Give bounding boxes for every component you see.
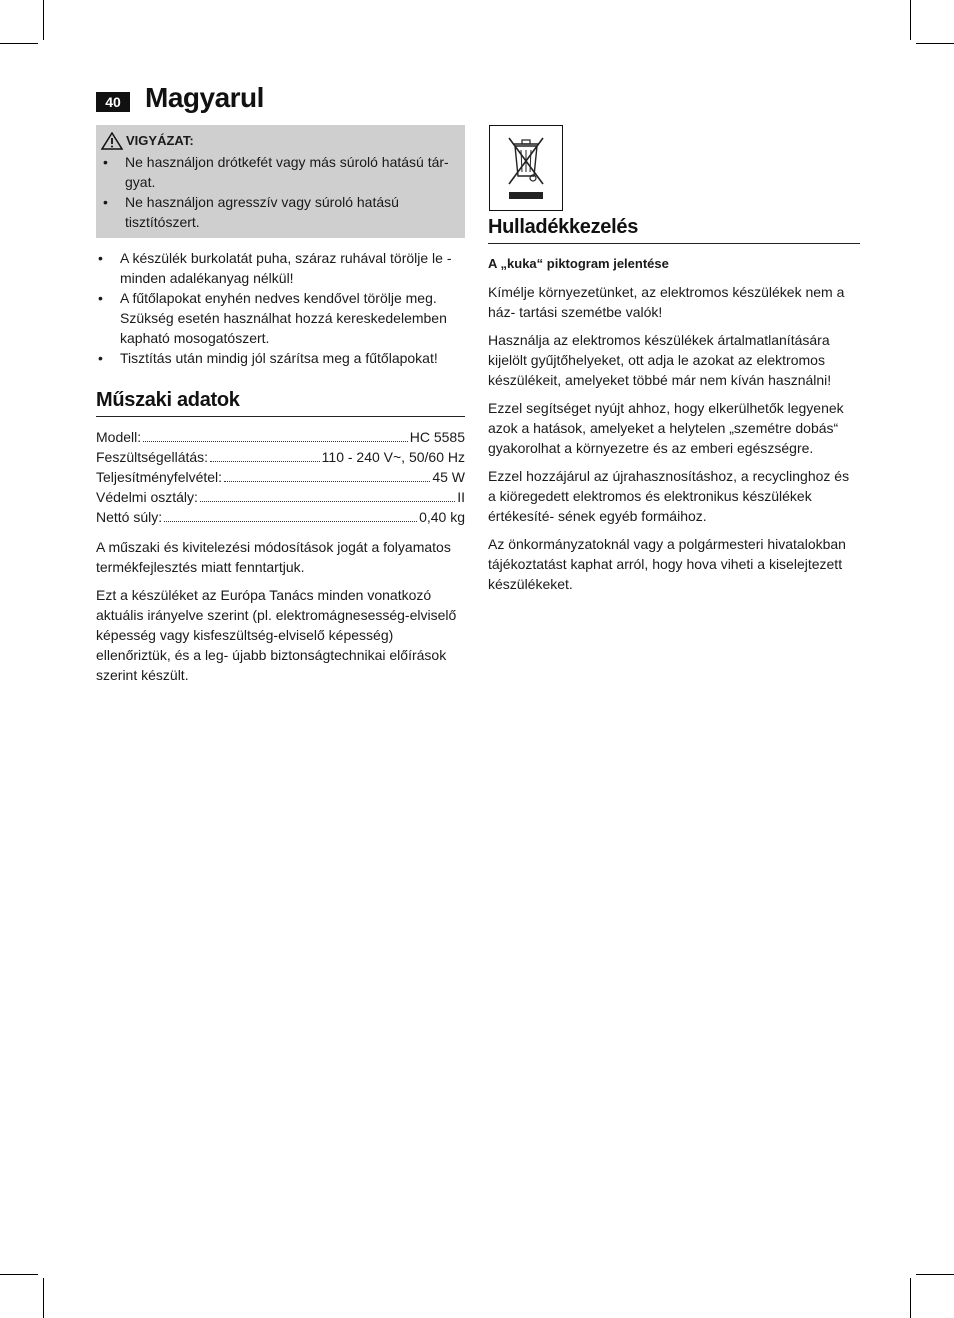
spec-row	[96, 487, 465, 507]
paragraph: Kímélje környezetünket, az elektromos készülékek nem a ház- tartási szemétbe valók!	[488, 284, 845, 320]
crossed-out-wheelie-bin-icon	[495, 130, 557, 206]
crop-mark	[910, 0, 911, 40]
specs-heading: Műszaki adatok	[96, 390, 465, 417]
warning-heading	[101, 131, 457, 151]
dot-leader	[224, 481, 430, 482]
waste-subheading: A „kuka“ piktogram jelentése	[488, 256, 669, 271]
spec-value: 0,40 kg	[419, 509, 465, 525]
spec-table	[96, 427, 465, 527]
dot-leader	[143, 441, 408, 442]
warning-item: • Ne használjon drótkefét vagy más súroló hatású tár- gyat.	[101, 152, 457, 192]
dot-leader	[200, 501, 455, 502]
paragraph: Ezzel hozzájárul az újrahasznosításhoz, a recyclinghoz és a kiöregedett elektromos és elektronikus készülékek értékesíté- sének egyéb formáihoz.	[488, 468, 850, 524]
warning-box	[96, 125, 465, 238]
spec-label: Védelmi osztály:	[96, 489, 198, 505]
waste-icon-box	[489, 125, 563, 211]
cleaning-item: • Tisztítás után mindig jól szárítsa meg a fűtőlapokat!	[96, 348, 465, 368]
left-column	[96, 125, 465, 685]
paragraph: Ezt a készüléket az Európa Tanács minden vonatkozó aktuális irányelve szerint (pl. elektromágnesesség-elviselő képesség vagy kisfeszültség-elviselő képesség) ellenőriztük, és a leg- újabb biztonságtechnikai előírások szerint készült.	[96, 587, 457, 683]
paragraph: Használja az elektromos készülékek ártalmatlanítására kijelölt gyűjtőhelyeket, ott adja le azokat az elektromos készülékeit, amelyeket többé már nem kíván használni!	[488, 332, 832, 388]
cleaning-item: • A készülék burkolatát puha, száraz ruhával törölje le - minden adalékanyag nélkül!	[96, 248, 465, 288]
spec-value: 45 W	[432, 469, 465, 485]
spec-label: Teljesítményfelvétel:	[96, 469, 223, 485]
cleaning-list	[96, 248, 465, 368]
crop-mark	[43, 1278, 44, 1318]
paragraph: Az önkormányzatoknál vagy a polgármesteri hivatalokban tájékoztatást kaphat arról, hogy hova viheti a kiselejtezett készülékeket.	[488, 536, 846, 592]
warning-label: VIGYÁZAT:	[126, 133, 194, 148]
crop-mark	[916, 1274, 954, 1275]
page-title: Magyarul	[145, 82, 264, 113]
crop-mark	[0, 1274, 38, 1275]
crop-mark	[43, 0, 44, 40]
crop-mark	[910, 1278, 911, 1318]
spec-value: HC 5585	[409, 429, 465, 445]
right-column	[488, 125, 860, 594]
warning-list	[101, 152, 457, 232]
dot-leader	[210, 461, 320, 462]
spec-value: II	[457, 489, 465, 505]
spec-label: Feszültségellátás:	[96, 449, 209, 465]
paragraph: Ezzel segítséget nyújt ahhoz, hogy elkerülhetők legyenek azok a hatások, amelyeket a helytelen „szemétre dobás“ gyakorolhat a környezetre és az emberi egészségre.	[488, 400, 844, 456]
cleaning-item: • A fűtőlapokat enyhén nedves kendővel törölje meg. Szükség esetén használhat hozzá kereskedelemben kapható mosogatószert.	[96, 288, 465, 348]
crop-mark	[916, 43, 954, 44]
spec-row	[96, 507, 465, 527]
spec-value: 110 - 240 V~, 50/60 Hz	[321, 449, 465, 465]
spec-row	[96, 447, 465, 467]
spec-label: Modell:	[96, 429, 142, 445]
warning-item: • Ne használjon agresszív vagy súroló hatású tisztítószert.	[101, 192, 457, 232]
crop-mark	[0, 43, 38, 44]
spec-label: Nettó súly:	[96, 509, 163, 525]
page-number: 40	[96, 92, 130, 112]
dot-leader	[164, 521, 417, 522]
spec-row	[96, 467, 465, 487]
warning-triangle-icon	[101, 132, 123, 150]
spec-row	[96, 427, 465, 447]
waste-heading: Hulladékkezelés	[488, 217, 860, 244]
paragraph: A műszaki és kivitelezési módosítások jogát a folyamatos termékfejlesztés miatt fenntartjuk.	[96, 539, 451, 575]
